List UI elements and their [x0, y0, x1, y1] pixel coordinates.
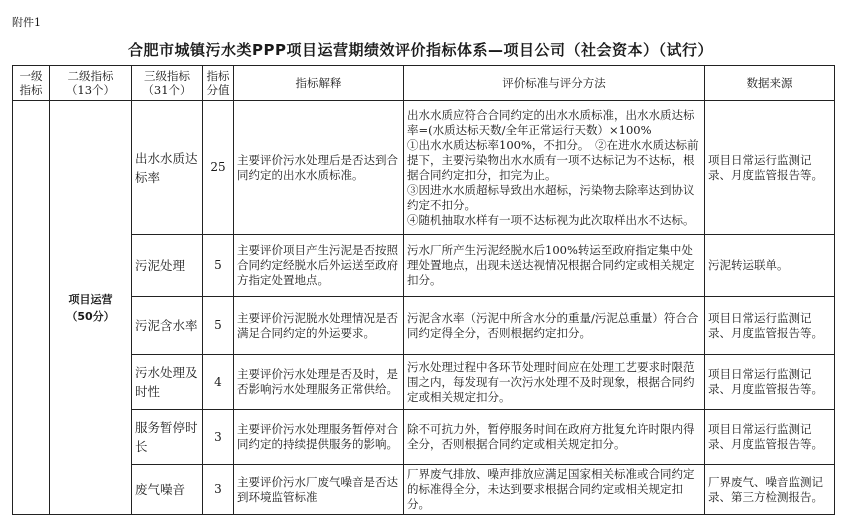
second-level-name: 项目运营: [68, 292, 113, 306]
page-title: 合肥市城镇污水类PPP项目运营期绩效评价指标体系—项目公司（社会资本）（试行）: [128, 41, 713, 59]
method-line: ①出水水质达标率100%，不扣分。 ②在进水水质达标前提下，主要污染物出水水质有一项不达标记为不达标，根据合同约定扣分，扣完为止。: [407, 137, 699, 182]
method-line: 污水厂所产生污泥经脱水后100%转运至政府指定集中处理处置地点，出现未送达视情况根据合同约定或相关规定扣分。: [407, 243, 695, 287]
explanation-cell: 主要评价污水厂废气噪音是否达到环境监管标准: [234, 465, 404, 515]
header-method: 评价标准与评分方法: [404, 66, 705, 101]
third-level-cell: 出水水质达标率: [132, 101, 203, 235]
source-cell: 污泥转运联单。: [705, 235, 835, 297]
score-cell: 5: [203, 297, 234, 355]
score-cell: 3: [203, 465, 234, 515]
method-line: 污水处理过程中各环节处理时间应在处理工艺要求时限范围之内，每发现有一次污水处理不及时现象，根据合同约定或相关规定扣分。: [407, 359, 695, 404]
kpi-table: [12, 65, 835, 515]
header-first-level: 一级指标: [13, 66, 50, 101]
method-cell: [404, 355, 705, 410]
source-cell: 项目日常运行监测记录、月度监管报告等。: [705, 297, 835, 355]
explanation-cell: 主要评价污水处理服务暂停对合同约定的持续提供服务的影响。: [234, 410, 404, 465]
attachment-label: 附件1: [12, 16, 41, 29]
method-line: ③因进水水质超标导致出水超标，污染物去除率达到协议约定不扣分。: [407, 182, 695, 212]
header-score-sub: 分值: [206, 83, 230, 97]
header-second-level-name: 二级指标: [67, 69, 114, 83]
method-cell: [404, 465, 705, 515]
table-row: [13, 101, 835, 235]
score-cell: 3: [203, 410, 234, 465]
third-level-cell: 污泥处理: [132, 235, 203, 297]
table-header-row: [13, 66, 835, 101]
header-third-level: [132, 66, 203, 101]
method-line: 除不可抗力外，暂停服务时间在政府方批复允许时限内得全分，否则根据合同约定或相关规定扣分。: [407, 422, 695, 451]
third-level-cell: 服务暂停时长: [132, 410, 203, 465]
method-cell: [404, 235, 705, 297]
source-cell: 项目日常运行监测记录、月度监管报告等。: [705, 355, 835, 410]
method-cell: [404, 297, 705, 355]
method-cell: [404, 101, 705, 235]
header-score-name: 指标: [206, 69, 230, 83]
third-level-cell: 污泥含水率: [132, 297, 203, 355]
table-row: [13, 410, 835, 465]
table-row: [13, 235, 835, 297]
source-cell: 项目日常运行监测记录、月度监管报告等。: [705, 410, 835, 465]
source-cell: 厂界废气、噪音监测记录、第三方检测报告。: [705, 465, 835, 515]
method-cell: [404, 410, 705, 465]
score-cell: 25: [203, 101, 234, 235]
method-line: 出水水质应符合合同约定的出水水质标准，出水水质达标率=(水质达标天数/全年正常运行天数）×100%: [407, 107, 695, 137]
explanation-cell: 主要评价项目产生污泥是否按照合同约定经脱水后外运送至政府方指定处置地点。: [234, 235, 404, 297]
header-second-level-count: （13个）: [65, 83, 116, 97]
explanation-cell: 主要评价污水处理是否及时，是否影响污水处理服务正常供给。: [234, 355, 404, 410]
score-cell: 5: [203, 235, 234, 297]
score-cell: 4: [203, 355, 234, 410]
method-line: 污泥含水率（污泥中所含水分的重量/污泥总重量）符合合同约定得全分，否则根据约定扣分。: [407, 310, 699, 340]
header-second-level: [50, 66, 132, 101]
table-row: [13, 465, 835, 515]
first-level-cell: [13, 101, 50, 515]
header-third-level-count: （31个）: [142, 83, 192, 97]
third-level-cell: 污水处理及时性: [132, 355, 203, 410]
table-row: [13, 355, 835, 410]
source-cell: 项目日常运行监测记录、月度监管报告等。: [705, 101, 835, 235]
method-line: 厂界废气排放、噪声排放应满足国家相关标准或合同约定的标准得全分，未达到要求根据合同约定或相关规定扣分。: [407, 467, 695, 511]
header-third-level-name: 三级指标: [144, 69, 190, 83]
second-level-score: （50分）: [66, 309, 115, 323]
header-explanation: 指标解释: [234, 66, 404, 101]
third-level-cell: 废气噪音: [132, 465, 203, 515]
header-source: 数据来源: [705, 66, 835, 101]
header-score: [203, 66, 234, 101]
table-row: [13, 297, 835, 355]
method-line: ④随机抽取水样有一项不达标视为此次取样出水不达标。: [407, 212, 695, 227]
second-level-cell: [50, 101, 132, 515]
explanation-cell: 主要评价污泥脱水处理情况是否满足合同约定的外运要求。: [234, 297, 404, 355]
explanation-cell: 主要评价污水处理后是否达到合同约定的出水水质标准。: [234, 101, 404, 235]
